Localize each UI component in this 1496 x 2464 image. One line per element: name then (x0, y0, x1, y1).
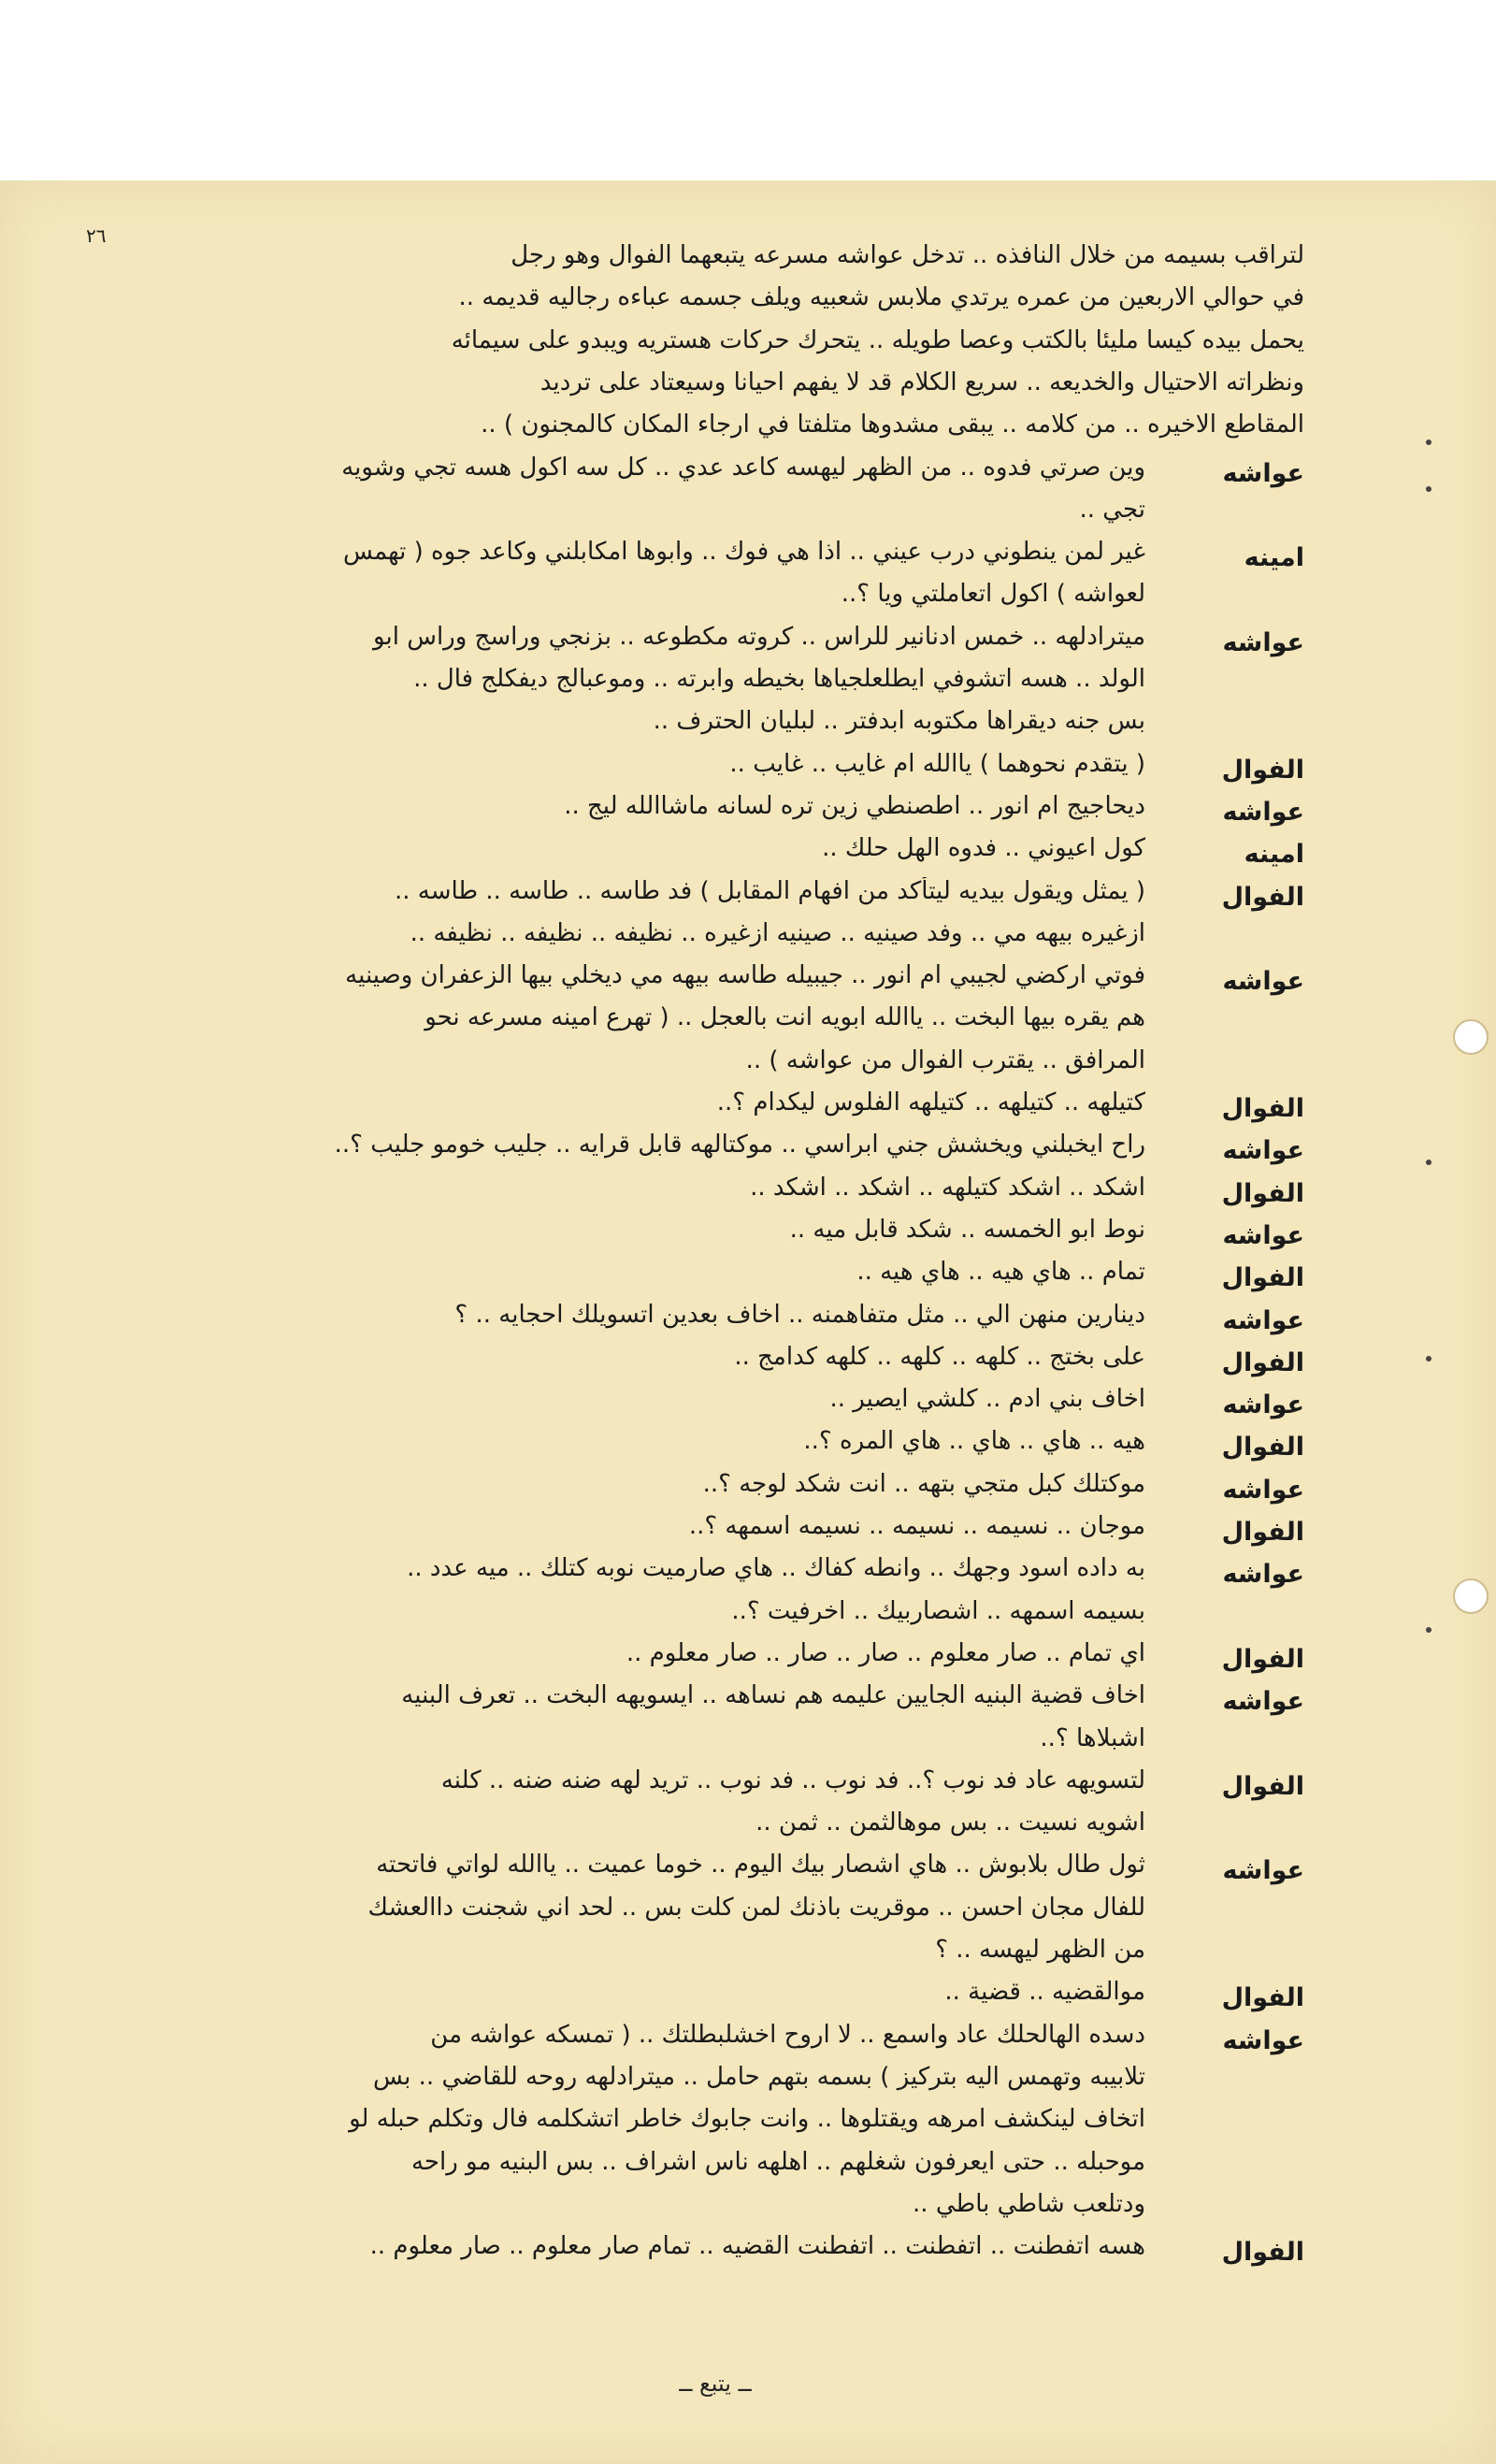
dialogue-line: راح ايخبلني ويخشش جني ابراسي .. موكتالهه قابل قرايه .. جليب خومو جليب ؟.. (334, 1131, 1145, 1160)
speaker-name: الفوال (1221, 882, 1304, 912)
stage-direction-line: المقاطع الاخيره .. من كلامه .. يبقى مشدوها متلفتا في ارجاء المكان كالمجنون ) .. (481, 411, 1304, 439)
speaker-name: عواشه (1222, 1391, 1304, 1420)
dialogue-line: تلابيبه وتهمس اليه بتركيز ) بسمه بتهم حامل .. ميترادلهه روحه للقاضي .. بس (373, 2062, 1145, 2091)
dialogue-line: اخاف قضية البنيه الجايين عليمه هم نساهه .. ايسويهه البخت .. تعرف البنيه (401, 1681, 1145, 1710)
speaker-name: عواشه (1222, 1475, 1304, 1505)
dialogue-line: تمام .. هاي هيه .. هاي هيه .. (856, 1258, 1145, 1287)
speaker-name: عواشه (1222, 1220, 1304, 1250)
speaker-name: الفوال (1221, 2238, 1304, 2268)
speaker-name: الفوال (1221, 1347, 1304, 1377)
margin-mark (1426, 486, 1431, 492)
speaker-name: الفوال (1221, 1094, 1304, 1123)
speaker-name: امينه (1244, 840, 1304, 870)
dialogue-line: لتسويهه عاد فد نوب ؟.. فد نوب .. فد نوب .. تريد لهه ضنه ضنه .. كلنه (440, 1765, 1145, 1794)
dialogue-line: به داده اسود وجهك .. وانطه كفاك .. هاي صارميت نوبه كتلك .. ميه عدد .. (407, 1554, 1145, 1583)
dialogue-line: لعواشه ) اكول اتعاملتي ويا ؟.. (841, 580, 1145, 609)
dialogue-line: على بختج .. كلهه .. كلهه .. كلهه كدامج .. (734, 1342, 1145, 1371)
dialogue-line: موحبله .. حتى ايعرفون شغلهم .. اهلهه ناس اشراف .. بس البنيه مو راحه (410, 2147, 1145, 2176)
speaker-name: الفوال (1221, 1983, 1304, 2013)
punch-hole (1453, 1019, 1489, 1055)
dialogue-line: اشكد .. اشكد كتيلهه .. اشكد .. اشكد .. (750, 1173, 1145, 1202)
speaker-name: الفوال (1221, 1771, 1304, 1801)
continued-footer: ــ يتبع ــ (679, 2370, 752, 2397)
dialogue-line: دسده الهالحلك عاد واسمع .. لا اروح اخشلبطلتك .. ( تمسكه عواشه من (430, 2020, 1145, 2049)
dialogue-line: ازغيره بيهه مي .. وفد صينيه .. صينيه ازغيره .. نظيفه .. نظيفه .. نظيفه .. (410, 918, 1145, 947)
dialogue-line: ودتلعب شاطي باطي .. (913, 2189, 1145, 2218)
dialogue-line: تجي .. (1079, 495, 1145, 524)
margin-mark (1426, 1627, 1431, 1633)
speaker-name: الفوال (1221, 1433, 1304, 1463)
speaker-name: الفوال (1221, 755, 1304, 785)
dialogue-line: اي تمام .. صار معلوم .. صار .. صار .. صار معلوم .. (626, 1638, 1145, 1667)
margin-mark (1426, 439, 1431, 445)
speaker-name: الفوال (1221, 1518, 1304, 1547)
speaker-name: الفوال (1221, 1644, 1304, 1674)
stage-direction-line: لتراقب بسيمه من خلال النافذه .. تدخل عواشه مسرعه يتبعهما الفوال وهو رجل (511, 241, 1304, 269)
dialogue-line: دينارين منهن الي .. مثل متفاهمنه .. اخاف بعدين اتسويلك احجايه .. ؟ (454, 1300, 1145, 1329)
speaker-name: عواشه (1222, 1305, 1304, 1335)
dialogue-line: من الظهر ليهسه .. ؟ (935, 1936, 1145, 1964)
dialogue-line: ( يتقدم نحوهما ) ياالله ام غايب .. غايب .. (729, 749, 1145, 778)
speaker-name: عواشه (1222, 1687, 1304, 1717)
dialogue-line: اتخاف لينكشف امرهه ويقتلوها .. وانت جابوك خاطر اتشكلمه فال وتكلم حبله لو (349, 2105, 1145, 2134)
speaker-name: امينه (1244, 543, 1304, 573)
speaker-name: عواشه (1222, 797, 1304, 827)
dialogue-line: الولد .. هسه اتشوفي ايطلعلجياها بخيطه وابرته .. وموعبالج ديفكلج فال .. (413, 665, 1145, 693)
speaker-name: عواشه (1222, 1856, 1304, 1886)
page-number: ٢٦ (86, 224, 107, 247)
dialogue-line: نوط ابو الخمسه .. شكد قابل ميه .. (789, 1215, 1145, 1244)
speaker-name: عواشه (1222, 627, 1304, 657)
dialogue-line: اخاف بني ادم .. كلشي ايصير .. (829, 1385, 1145, 1414)
dialogue-line: ديحاجيج ام انور .. اطصنطي زين تره لسانه ماشاالله ليج .. (564, 791, 1145, 820)
dialogue-line: كتيلهه .. كتيلهه .. كتيلهه الفلوس ليكدام ؟.. (716, 1088, 1145, 1117)
dialogue-line: اشويه نسيت .. بس موهالثمن .. ثمن .. (755, 1808, 1145, 1837)
dialogue-line: كول اعيوني .. فدوه الهل حلك .. (822, 834, 1145, 863)
stage-direction-line: في حوالي الاربعين من عمره يرتدي ملابس شعبيه ويلف جسمه عباءه رجاليه قديمه .. (458, 283, 1304, 312)
speaker-name: الفوال (1221, 1263, 1304, 1293)
speaker-name: عواشه (1222, 1560, 1304, 1590)
dialogue-line: غير لمن ينطوني درب عيني .. اذا هي فوك .. وابوها امكابلني وكاعد جوه ( تهمس (342, 538, 1145, 567)
dialogue-line: موكتلك كبل متجي بتهه .. انت شكد لوجه ؟.. (702, 1469, 1145, 1498)
dialogue-line: للفال مجان احسن .. موقريت باذنك لمن كلت بس .. لحد اني شجنت داالعشك (367, 1893, 1145, 1922)
speaker-name: عواشه (1222, 2025, 1304, 2055)
speaker-name: عواشه (1222, 967, 1304, 997)
dialogue-line: اشبلاها ؟.. (1040, 1723, 1145, 1752)
dialogue-line: موجان .. نسيمه .. نسيمه .. نسيمه اسمهه ؟.. (688, 1512, 1145, 1540)
dialogue-line: هم يقره بيها البخت .. ياالله ابويه انت بالعجل .. ( تهرع امينه مسرعه نحو (424, 1003, 1145, 1032)
dialogue-line: ( يمثل ويقول بيديه ليتأكد من افهام المقابل ) فد طاسه .. طاسه .. طاسه .. (394, 876, 1145, 905)
dialogue-line: هسه اتفطنت .. اتفطنت .. اتفطنت القضيه .. تمام صار معلوم .. صار معلوم .. (369, 2232, 1145, 2261)
margin-mark (1426, 1356, 1431, 1362)
dialogue-line: ثول طال بلابوش .. هاي اشصار بيك اليوم .. خوما عميت .. ياالله لواتي فاتحته (376, 1851, 1145, 1880)
stage-direction-line: ونظراته الاحتيال والخديعه .. سريع الكلام قد لا يفهم احيانا وسيعتاد على ترديد (539, 367, 1304, 396)
speaker-name: الفوال (1221, 1178, 1304, 1208)
dialogue-line: بس جنه ديقراها مكتوبه ابدفتر .. لبليان الحترف .. (653, 707, 1145, 736)
dialogue-line: هيه .. هاي .. هاي .. هاي المره ؟.. (803, 1427, 1145, 1456)
margin-mark (1426, 1160, 1431, 1165)
speaker-name: عواشه (1222, 1136, 1304, 1166)
dialogue-line: فوتي اركضي لجيبي ام انور .. جيبيله طاسه بيهه مي ديخلي بيها الزعفران وصينيه (345, 961, 1145, 990)
punch-hole (1453, 1578, 1489, 1614)
dialogue-line: موالقضيه .. قضية .. (944, 1978, 1145, 2007)
stage-direction-line: يحمل بيده كيسا مليئا بالكتب وعصا طويله .. يتحرك حركات هستريه ويبدو على سيمائه (451, 325, 1304, 354)
dialogue-line: وين صرتي فدوه .. من الظهر ليهسه كاعد عدي .. كل سه اكول هسه تجي وشويه (341, 453, 1145, 482)
dialogue-line: ميترادلهه .. خمس ادنانير للراس .. كروته مكطوعه .. بزنجي وراسج وراس ابو (373, 622, 1145, 651)
dialogue-line: المرافق .. يقترب الفوال من عواشه ) .. (745, 1045, 1145, 1074)
speaker-name: عواشه (1222, 458, 1304, 488)
dialogue-line: بسيمه اسمهه .. اشصاربيك .. اخرفيت ؟.. (731, 1596, 1145, 1625)
